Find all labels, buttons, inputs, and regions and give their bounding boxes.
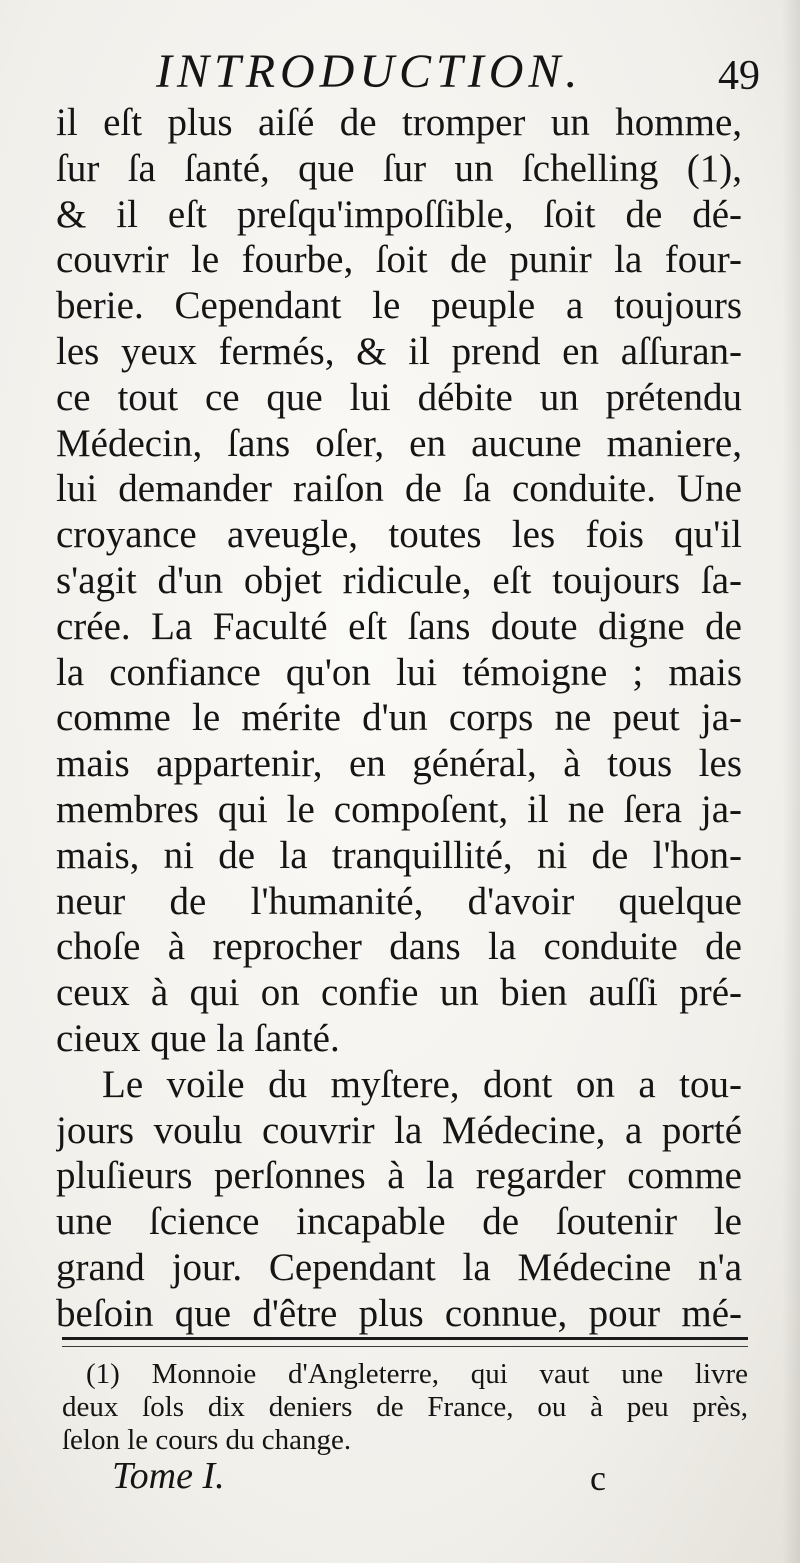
text-line: cieux que la ſanté. (56, 1016, 340, 1060)
text-line: Le voile du myſtere, dont on a tou- (102, 1062, 742, 1106)
text-line: grand jour. Cependant la Médecine n'a (56, 1245, 742, 1289)
text-line: pluſieurs perſonnes à la regarder comme (56, 1154, 742, 1198)
page-edge-shadow (782, 0, 800, 1563)
text-line: crée. La Faculté eſt ſans doute digne de (56, 604, 742, 648)
text-line: berie. Cependant le peuple a toujours (56, 284, 742, 328)
text-line: lui demander raiſon de ſa conduite. Une (56, 467, 742, 511)
text-line: les yeux fermés, & il prend en aſſuran- (56, 329, 742, 373)
text-line: il eſt plus aiſé de tromper un homme, (56, 101, 742, 144)
footnote-rule (62, 1337, 748, 1340)
text-line: ceux à qui on confie un bien auſſi pré- (56, 971, 742, 1015)
text-line: comme le mérite d'un corps ne peut ja- (56, 696, 742, 740)
text-line: une ſcience incapable de ſoutenir le (56, 1200, 742, 1244)
text-line: mais appartenir, en général, à tous les (56, 742, 742, 786)
text-line: jours voulu couvrir la Médecine, a porté (56, 1108, 742, 1152)
text-line: Médecin, ſans oſer, en aucune maniere, (56, 421, 742, 465)
footnote-line: deux ſols dix deniers de France, ou à peu près, (62, 1391, 748, 1423)
text-line: la confiance qu'on lui témoigne ; mais (56, 650, 742, 694)
volume-signature: Tome I. (112, 1455, 225, 1497)
text-line: & il eſt preſqu'impoſſible, ſoit de dé- (56, 192, 742, 236)
text-line: membres qui le compoſent, il ne ſera ja- (56, 787, 742, 831)
text-line: ce tout ce que lui débite un prétendu (56, 375, 742, 419)
signature-mark: c (590, 1458, 606, 1498)
text-line: couvrir le fourbe, ſoit de punir la four- (56, 238, 742, 282)
footnote-line: ſelon le cours du change. (62, 1424, 352, 1456)
text-line: neur de l'humanité, d'avoir quelque (56, 879, 742, 923)
running-head: INTRODUCTION. (156, 45, 583, 98)
footnote-rule-thin (62, 1346, 748, 1347)
page-number: 49 (718, 53, 760, 99)
text-line: choſe à reprocher dans la conduite de (56, 925, 742, 969)
footnote (62, 1358, 748, 1457)
footnote-line: (1) Monnoie d'Angleterre, qui vaut une livre (86, 1358, 748, 1390)
text-line: croyance aveugle, toutes les fois qu'il (56, 513, 742, 557)
text-line: mais, ni de la tranquillité, ni de l'hon- (56, 833, 742, 877)
text-line: beſoin que d'être plus connue, pour mé- (56, 1291, 742, 1335)
text-line: ſur ſa ſanté, que ſur un ſchelling (1), (56, 146, 742, 190)
body-text (56, 100, 742, 1337)
page-header (60, 42, 760, 102)
text-line: s'agit d'un objet ridicule, eſt toujours ſa- (56, 558, 742, 602)
